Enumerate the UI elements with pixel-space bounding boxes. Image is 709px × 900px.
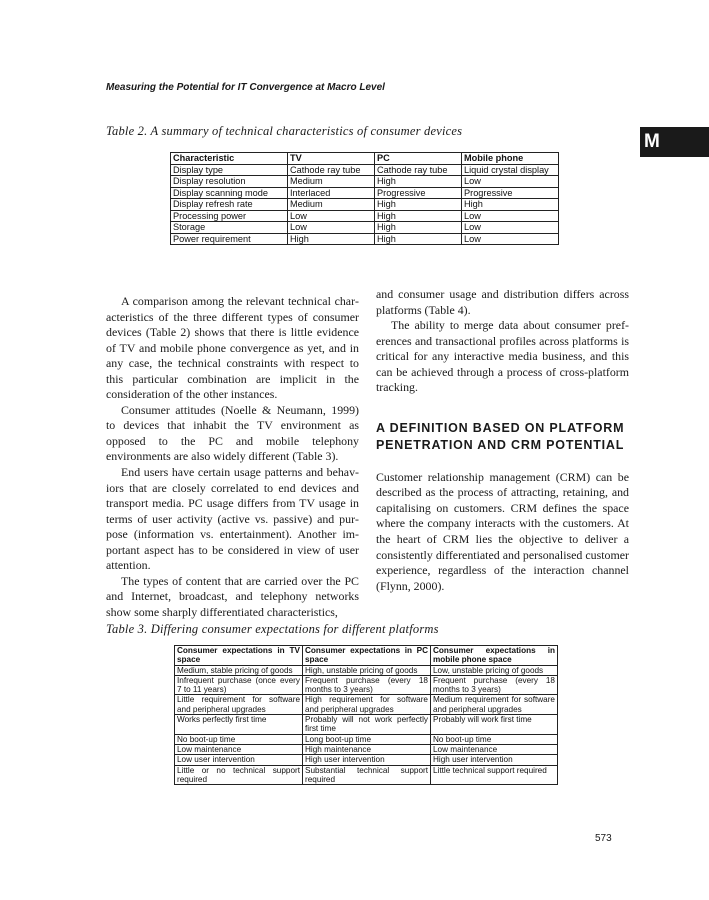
- table-cell: Low: [462, 222, 559, 234]
- table-cell: Little or no technical support required: [175, 765, 303, 785]
- table-cell: Low, unstable pricing of goods: [431, 665, 558, 675]
- table-cell: Liquid crystal display: [462, 164, 559, 176]
- table-cell: Medium, stable pricing of goods: [175, 665, 303, 675]
- table-cell: Probably will not work perfectly first time: [303, 715, 431, 735]
- table-row: [175, 675, 558, 695]
- table-cell: Progressive: [375, 187, 462, 199]
- table3-header-cell: Consumer expectations in PC space: [303, 646, 431, 666]
- body-paragraph: The types of content that are carried over the PC and Internet, broadcast, and telephony networks show some sharply differentiated characteristics,: [106, 573, 359, 619]
- table-cell: High: [375, 199, 462, 211]
- table-row: [171, 164, 559, 176]
- table-row: [171, 176, 559, 188]
- table-cell: Progressive: [462, 187, 559, 199]
- table-cell: Cathode ray tube: [288, 164, 375, 176]
- table-cell: Processing power: [171, 210, 288, 222]
- table2-header-cell: PC: [375, 153, 462, 165]
- table-cell: High: [375, 233, 462, 245]
- table2-header-row: [171, 153, 559, 165]
- table2-header-cell: TV: [288, 153, 375, 165]
- table-cell: High maintenance: [303, 744, 431, 754]
- table-cell: Low maintenance: [175, 744, 303, 754]
- table-cell: Power requirement: [171, 233, 288, 245]
- table-row: [175, 765, 558, 785]
- table-cell: High user intervention: [431, 755, 558, 765]
- right-column: [376, 287, 629, 594]
- body-paragraph: The ability to merge data about consumer preferences and transactional profiles across platforms is critical for any interactive media business, and this can be achieved through a process of cross-platform tracking.: [376, 318, 629, 395]
- table-row: [171, 187, 559, 199]
- body-paragraph: Consumer attitudes (Noelle & Neumann, 1999) to devices that inhabit the TV environment as opposed to the PC and mobile telephony environments are also widely different (Table 3).: [106, 402, 359, 464]
- table3-header-cell: Consumer expectations in TV space: [175, 646, 303, 666]
- section-tab: M: [640, 127, 709, 157]
- body-paragraph: A comparison among the relevant technical characteristics of the three different types of consumer devices (Table 2) shows that there is little evidence of TV and mobile phone convergence as yet, and in any case, the technical constraints with respect to this particular combination are implicit in the consideration of the other instances.: [106, 294, 359, 402]
- table-row: [175, 734, 558, 744]
- table-cell: Display resolution: [171, 176, 288, 188]
- table-cell: Low: [288, 222, 375, 234]
- table-cell: Little requirement for software and peripheral upgrades: [175, 695, 303, 715]
- table-cell: Display scanning mode: [171, 187, 288, 199]
- table-cell: Display refresh rate: [171, 199, 288, 211]
- table-cell: High: [288, 233, 375, 245]
- table-row: [175, 744, 558, 754]
- table-cell: Works perfectly first time: [175, 715, 303, 735]
- table-cell: High, unstable pricing of goods: [303, 665, 431, 675]
- table-row: [175, 695, 558, 715]
- table3-caption: Table 3. Differing consumer expectations for different platforms: [106, 622, 439, 636]
- table-row: [175, 715, 558, 735]
- table-row: [175, 665, 558, 675]
- table3-header-row: [175, 646, 558, 666]
- table-cell: Medium: [288, 199, 375, 211]
- table3-header-cell: Consumer expectations in mobile phone space: [431, 646, 558, 666]
- table-cell: Low: [462, 233, 559, 245]
- table-cell: Medium: [288, 176, 375, 188]
- table-row: [171, 210, 559, 222]
- table-cell: Probably will work first time: [431, 715, 558, 735]
- table-cell: Infrequent purchase (once every 7 to 11 years): [175, 675, 303, 695]
- table-cell: High: [375, 176, 462, 188]
- table-cell: High: [375, 210, 462, 222]
- table-cell: Display type: [171, 164, 288, 176]
- table-cell: High requirement for software and peripheral upgrades: [303, 695, 431, 715]
- table-row: [171, 199, 559, 211]
- table-row: [175, 755, 558, 765]
- table-cell: High: [375, 222, 462, 234]
- table-cell: Frequent purchase (every 18 months to 3 years): [431, 675, 558, 695]
- table-cell: High: [462, 199, 559, 211]
- table-cell: Low user intervention: [175, 755, 303, 765]
- table-cell: Low maintenance: [431, 744, 558, 754]
- table-cell: Long boot-up time: [303, 734, 431, 744]
- table-cell: Low: [462, 176, 559, 188]
- table-cell: Interlaced: [288, 187, 375, 199]
- table-cell: Substantial technical support required: [303, 765, 431, 785]
- left-column: [106, 294, 359, 620]
- table-cell: Low: [462, 210, 559, 222]
- table2: [170, 152, 559, 245]
- table-cell: No boot-up time: [431, 734, 558, 744]
- table2-header-cell: Characteristic: [171, 153, 288, 165]
- table-cell: Storage: [171, 222, 288, 234]
- table2-header-cell: Mobile phone: [462, 153, 559, 165]
- table2-caption: Table 2. A summary of technical characteristics of consumer devices: [106, 124, 463, 138]
- body-paragraph: and consumer usage and distribution differs across platforms (Table 4).: [376, 287, 629, 317]
- table-row: [171, 222, 559, 234]
- table-cell: Frequent purchase (every 18 months to 3 years): [303, 675, 431, 695]
- table-cell: High user intervention: [303, 755, 431, 765]
- body-paragraph: End users have certain usage patterns and behaviors that are closely correlated to end devices and transport media. PC usage differs from TV usage in terms of user activity (active vs. passive) and purpose (information vs. entertainment). Another important aspect has to be considered in view of user attention.: [106, 465, 359, 573]
- table-cell: Little technical support required: [431, 765, 558, 785]
- page-number: 573: [595, 833, 612, 844]
- running-head: Measuring the Potential for IT Convergence at Macro Level: [106, 82, 385, 93]
- table-cell: No boot-up time: [175, 734, 303, 744]
- section-heading: A DEFINITION BASED ON PLATFORM PENETRATION AND CRM POTENTIAL: [376, 420, 625, 452]
- table-row: [171, 233, 559, 245]
- table-cell: Medium requirement for software and peripheral upgrades: [431, 695, 558, 715]
- body-paragraph: Customer relationship management (CRM) can be described as the process of attracting, retaining, and capitalising on customers. CRM defines the space where the company interacts with the customers. At the heart of CRM lies the objective to deliver a consistently differentiated and personalised customer experience, regardless of the interaction channel (Flynn, 2000).: [376, 469, 629, 593]
- table-cell: Low: [288, 210, 375, 222]
- table3: [174, 645, 558, 785]
- table-cell: Cathode ray tube: [375, 164, 462, 176]
